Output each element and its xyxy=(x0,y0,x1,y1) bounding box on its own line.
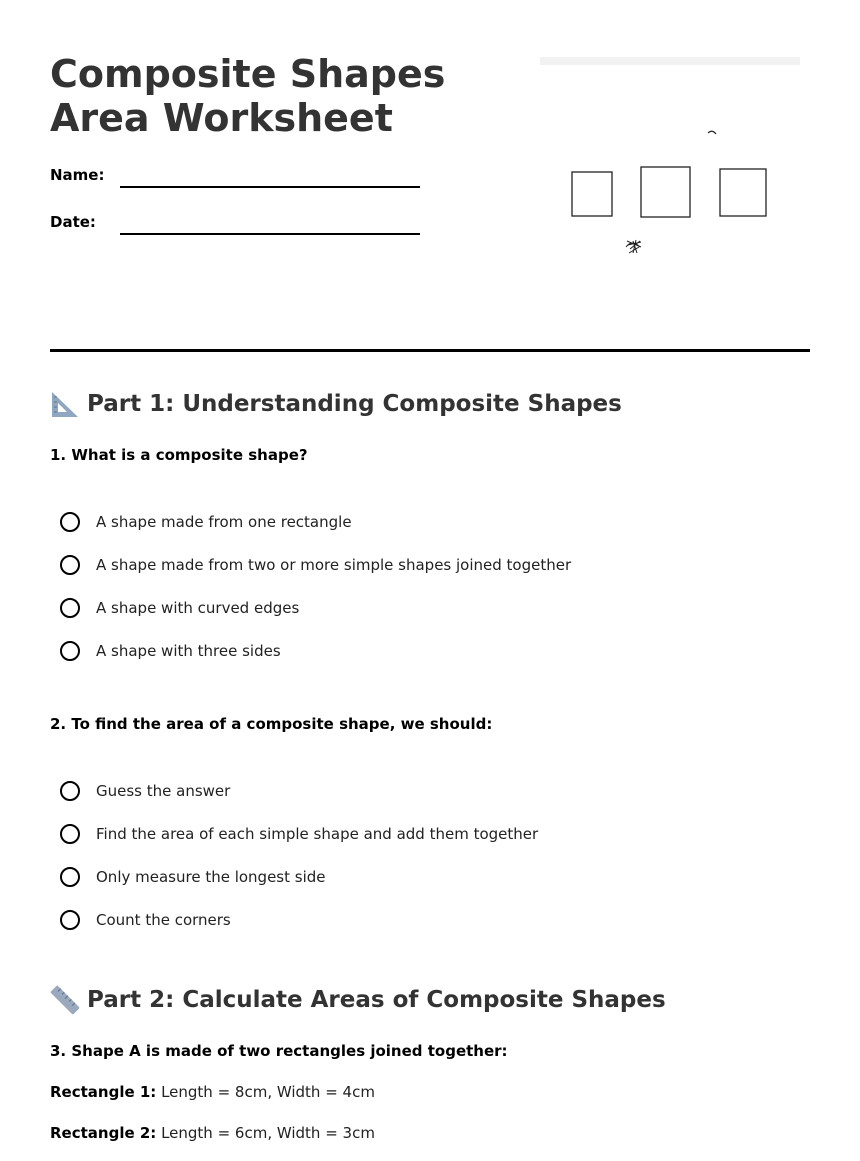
question-1-option-c[interactable]: A shape with curved edges xyxy=(60,586,571,629)
name-line xyxy=(120,186,420,188)
question-1-option-a[interactable]: A shape made from one rectangle xyxy=(60,500,571,543)
radio-button[interactable] xyxy=(60,512,80,532)
triangle-ruler-icon xyxy=(50,389,80,419)
question-2-option-a[interactable]: Guess the answer xyxy=(60,769,538,812)
rectangle-2-dimensions xyxy=(50,1124,375,1142)
part-1-heading-text: Part 1: Understanding Composite Shapes xyxy=(87,391,622,417)
page-title: Composite Shapes Area Worksheet xyxy=(50,52,446,140)
radio-button[interactable] xyxy=(60,867,80,887)
divider-rule xyxy=(50,349,810,352)
question-2-option-c[interactable]: Only measure the longest side xyxy=(60,855,538,898)
small-arc-mark xyxy=(708,131,716,134)
question-1-option-d[interactable]: A shape with three sides xyxy=(60,629,571,672)
sketch-square-left xyxy=(572,172,612,216)
radio-button[interactable] xyxy=(60,824,80,844)
part-1-heading xyxy=(50,389,622,419)
name-label: Name: xyxy=(50,166,105,184)
radio-button[interactable] xyxy=(60,555,80,575)
radio-button[interactable] xyxy=(60,910,80,930)
rectangle-1-value: Length = 8cm, Width = 4cm xyxy=(161,1083,375,1101)
question-1-option-b[interactable]: A shape made from two or more simple shapes joined together xyxy=(60,543,571,586)
rectangle-1-label: Rectangle 1: xyxy=(50,1083,157,1101)
rectangle-1-dimensions xyxy=(50,1083,375,1101)
question-1-options xyxy=(60,500,571,672)
question-2-option-d[interactable]: Count the corners xyxy=(60,898,538,941)
decorative-shapes xyxy=(535,55,805,270)
date-label: Date: xyxy=(50,213,96,231)
radio-button[interactable] xyxy=(60,641,80,661)
question-1-text: 1. What is a composite shape? xyxy=(50,446,308,464)
scribble-icon xyxy=(626,240,641,253)
part-2-heading xyxy=(50,985,666,1015)
sketch-square-right xyxy=(720,169,766,216)
part-2-heading-text: Part 2: Calculate Areas of Composite Shapes xyxy=(87,987,666,1013)
radio-button[interactable] xyxy=(60,598,80,618)
date-line xyxy=(120,233,420,235)
sketch-square-middle xyxy=(641,167,690,217)
question-2-options xyxy=(60,769,538,941)
question-2-option-b[interactable]: Find the area of each simple shape and add them together xyxy=(60,812,538,855)
question-3-text: 3. Shape A is made of two rectangles joined together: xyxy=(50,1042,508,1060)
rectangle-2-value: Length = 6cm, Width = 3cm xyxy=(161,1124,375,1142)
radio-button[interactable] xyxy=(60,781,80,801)
ruler-icon xyxy=(50,985,80,1015)
question-2-text: 2. To find the area of a composite shape, we should: xyxy=(50,715,493,733)
rectangle-2-label: Rectangle 2: xyxy=(50,1124,157,1142)
